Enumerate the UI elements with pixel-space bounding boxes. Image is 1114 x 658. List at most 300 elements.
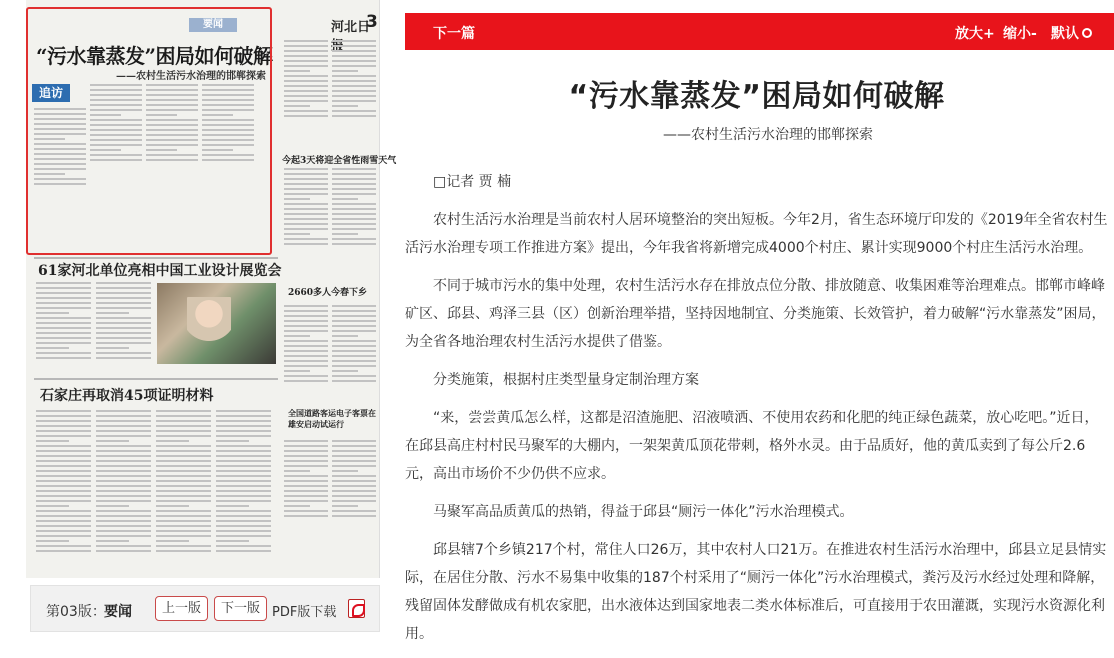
newspaper-text-line — [332, 70, 358, 72]
newspaper-text-line — [96, 485, 151, 487]
newspaper-text-line — [332, 228, 376, 230]
newspaper-text-line — [284, 100, 328, 102]
previous-page-button[interactable]: 上一版 — [155, 596, 208, 621]
newspaper-text-line — [96, 490, 151, 492]
newspaper-text-line — [284, 345, 328, 347]
newspaper-text-column — [36, 475, 91, 555]
newspaper-text-line — [332, 213, 376, 215]
article-paragraph: 马聚军高品质黄瓜的热销，得益于邱县“厕污一体化”污水治理模式。 — [433, 504, 854, 520]
newspaper-text-line — [284, 208, 328, 210]
newspaper-text-line — [284, 55, 328, 57]
newspaper-text-line — [36, 465, 91, 467]
newspaper-text-line — [36, 485, 91, 487]
newspaper-text-line — [156, 455, 211, 457]
newspaper-text-line — [96, 450, 151, 452]
newspaper-text-line — [332, 485, 376, 487]
newspaper-text-line — [156, 475, 211, 477]
newspaper-text-line — [284, 110, 328, 112]
newspaper-text-line — [156, 480, 211, 482]
newspaper-text-line — [332, 350, 376, 352]
newspaper-text-line — [36, 410, 91, 412]
newspaper-text-line — [96, 287, 151, 289]
newspaper-text-line — [156, 495, 211, 497]
newspaper-text-line — [332, 515, 376, 517]
newspaper-text-line — [284, 305, 328, 307]
article-toolbar — [405, 13, 1114, 50]
newspaper-story-headline: 2660多人今春下乡 — [288, 288, 368, 298]
newspaper-text-line — [36, 475, 91, 477]
newspaper-text-line — [332, 360, 376, 362]
newspaper-photo — [157, 283, 276, 364]
newspaper-text-line — [332, 440, 376, 442]
newspaper-text-line — [156, 470, 211, 472]
newspaper-text-line — [332, 90, 376, 92]
newspaper-text-line — [284, 335, 310, 337]
newspaper-text-line — [284, 445, 328, 447]
newspaper-story-headline: 全国道路客运电子客票在雄安启动试运行 — [288, 408, 376, 429]
newspaper-text-line — [284, 243, 328, 245]
newspaper-text-line — [332, 188, 376, 190]
article-title: “污水靠蒸发”困局如何破解 — [568, 79, 945, 114]
newspaper-text-column — [216, 475, 271, 555]
newspaper-text-line — [96, 440, 129, 442]
newspaper-text-line — [284, 510, 328, 512]
newspaper-text-line — [96, 525, 151, 527]
newspaper-text-line — [36, 327, 91, 329]
newspaper-text-line — [96, 332, 151, 334]
newspaper-text-line — [284, 320, 328, 322]
newspaper-text-line — [96, 420, 151, 422]
newspaper-text-line — [36, 545, 91, 547]
newspaper-text-line — [284, 168, 328, 170]
newspaper-text-line — [96, 530, 151, 532]
newspaper-text-line — [216, 455, 271, 457]
newspaper-text-line — [284, 228, 328, 230]
newspaper-text-line — [284, 330, 328, 332]
newspaper-text-line — [284, 223, 328, 225]
newspaper-text-line — [216, 450, 271, 452]
newspaper-text-line — [216, 475, 271, 477]
newspaper-text-line — [332, 110, 376, 112]
newspaper-text-line — [284, 365, 328, 367]
newspaper-text-line — [332, 115, 376, 117]
newspaper-text-line — [96, 460, 151, 462]
article-paragraph: 农村生活污水治理是当前农村人居环境整治的突出短板。今年2月，省生态环境厅印发的《2019年全省农村生活污水治理专项工作推进方案》提出，今年我省将新增完成4000个村庄、累计实现9000个村庄生活污水治理。 — [405, 212, 1108, 256]
newspaper-text-line — [332, 325, 376, 327]
lead-story-highlight-box[interactable] — [26, 7, 272, 255]
newspaper-text-line — [216, 500, 271, 502]
newspaper-text-line — [156, 485, 211, 487]
newspaper-text-line — [96, 515, 151, 517]
newspaper-text-line — [332, 470, 358, 472]
newspaper-text-line — [216, 490, 271, 492]
newspaper-text-column — [96, 475, 151, 555]
newspaper-text-column — [36, 282, 91, 362]
newspaper-text-line — [36, 312, 69, 314]
newspaper-text-line — [284, 188, 328, 190]
newspaper-text-line — [96, 357, 151, 359]
newspaper-text-column — [332, 40, 376, 120]
newspaper-text-line — [216, 525, 271, 527]
newspaper-text-line — [332, 375, 376, 377]
newspaper-text-line — [284, 490, 328, 492]
newspaper-text-line — [332, 510, 376, 512]
newspaper-text-line — [96, 535, 151, 537]
newspaper-text-line — [284, 480, 328, 482]
newspaper-text-line — [36, 440, 69, 442]
newspaper-text-line — [156, 435, 211, 437]
newspaper-badge: 追访 — [32, 84, 70, 102]
newspaper-text-line — [332, 380, 376, 382]
article-byline: □记者 贾 楠 — [433, 174, 512, 190]
newspaper-text-line — [284, 315, 328, 317]
newspaper-text-line — [216, 465, 271, 467]
newspaper-text-line — [332, 365, 376, 367]
newspaper-text-line — [96, 317, 151, 319]
newspaper-text-line — [216, 550, 271, 552]
newspaper-text-line — [332, 320, 376, 322]
newspaper-text-line — [36, 347, 69, 349]
newspaper-text-line — [96, 510, 151, 512]
newspaper-text-line — [284, 183, 328, 185]
newspaper-text-line — [156, 415, 211, 417]
newspaper-text-line — [332, 243, 376, 245]
newspaper-text-column — [284, 168, 328, 248]
newspaper-text-line — [96, 540, 129, 542]
newspaper-text-line — [332, 80, 376, 82]
newspaper-text-line — [96, 410, 151, 412]
newspaper-text-line — [96, 415, 151, 417]
newspaper-text-line — [36, 510, 91, 512]
newspaper-text-line — [284, 75, 328, 77]
newspaper-text-line — [284, 45, 328, 47]
newspaper-text-line — [96, 435, 151, 437]
newspaper-text-line — [36, 425, 91, 427]
newspaper-text-column — [332, 168, 376, 248]
newspaper-text-line — [36, 470, 91, 472]
newspaper-text-line — [36, 520, 91, 522]
newspaper-text-line — [216, 480, 271, 482]
newspaper-text-line — [216, 470, 271, 472]
newspaper-text-line — [36, 415, 91, 417]
newspaper-text-line — [332, 65, 376, 67]
newspaper-text-line — [284, 80, 328, 82]
newspaper-text-line — [284, 375, 328, 377]
newspaper-text-line — [36, 490, 91, 492]
newspaper-text-line — [284, 105, 310, 107]
newspaper-text-line — [284, 85, 328, 87]
newspaper-text-line — [284, 178, 328, 180]
newspaper-text-line — [36, 530, 91, 532]
newspaper-text-line — [284, 238, 328, 240]
newspaper-text-line — [332, 355, 376, 357]
newspaper-text-line — [96, 282, 151, 284]
newspaper-text-line — [96, 545, 151, 547]
pdf-icon[interactable] — [348, 599, 365, 618]
newspaper-text-line — [36, 435, 91, 437]
newspaper-text-line — [156, 490, 211, 492]
newspaper-text-line — [332, 60, 376, 62]
newspaper-story-headline: 61家河北单位亮相中国工业设计展览会 — [38, 263, 282, 279]
newspaper-text-line — [96, 475, 151, 477]
newspaper-text-line — [332, 100, 376, 102]
zoom-reset-label: 默认 — [1051, 26, 1079, 42]
newspaper-text-line — [36, 357, 91, 359]
newspaper-text-line — [284, 355, 328, 357]
newspaper-text-line — [216, 430, 271, 432]
newspaper-text-line — [96, 470, 151, 472]
newspaper-text-line — [156, 500, 211, 502]
newspaper-text-line — [96, 327, 151, 329]
newspaper-text-line — [156, 530, 211, 532]
newspaper-text-line — [332, 370, 358, 372]
newspaper-text-line — [96, 307, 151, 309]
newspaper-text-column — [284, 440, 328, 520]
article-paragraph: “来，尝尝黄瓜怎么样，这都是沼渣施肥、沼液喷洒、不使用农药和化肥的纯正绿色蔬菜，放心吃吧。”近日，在邱县高庄村村民马聚军的大棚内，一架架黄瓜顶花带刺，格外水灵。由于品质好，他的黄瓜卖到了每公斤2.6元，高出市场价不少仍供不应求。 — [405, 410, 1099, 482]
newspaper-text-line — [332, 105, 358, 107]
newspaper-text-line — [36, 317, 91, 319]
newspaper-text-line — [332, 208, 376, 210]
newspaper-text-line — [96, 495, 151, 497]
newspaper-text-line — [96, 445, 151, 447]
next-page-button[interactable]: 下一版 — [214, 596, 267, 621]
newspaper-text-line — [36, 307, 91, 309]
newspaper-text-line — [36, 420, 91, 422]
newspaper-text-line — [332, 315, 376, 317]
newspaper-text-line — [284, 60, 328, 62]
newspaper-text-line — [332, 310, 376, 312]
newspaper-text-line — [96, 425, 151, 427]
newspaper-text-line — [284, 465, 328, 467]
newspaper-text-line — [284, 450, 328, 452]
newspaper-text-line — [36, 342, 91, 344]
newspaper-side-headline: 今起3天将迎全省性雨雪天气 — [282, 156, 397, 166]
newspaper-text-line — [36, 460, 91, 462]
newspaper-text-line — [156, 410, 211, 412]
newspaper-text-line — [332, 445, 376, 447]
newspaper-text-line — [284, 40, 328, 42]
newspaper-text-line — [216, 445, 271, 447]
page-navigation-bar — [30, 585, 380, 632]
newspaper-text-line — [156, 525, 211, 527]
newspaper-text-line — [332, 460, 376, 462]
newspaper-text-line — [332, 455, 376, 457]
newspaper-text-line — [36, 282, 91, 284]
newspaper-text-line — [284, 50, 328, 52]
newspaper-text-line — [332, 168, 376, 170]
newspaper-text-line — [332, 495, 376, 497]
newspaper-text-line — [332, 75, 376, 77]
newspaper-text-line — [36, 337, 91, 339]
edition-label: 第03版： — [46, 604, 106, 620]
newspaper-text-line — [156, 460, 211, 462]
newspaper-text-line — [96, 480, 151, 482]
article-paragraph: 不同于城市污水的集中处理，农村生活污水存在排放点位分散、排放随意、收集困难等治理难点。邯郸市峰峰矿区、邱县、鸡泽三县（区）创新治理举措，坚持因地制宜、分类施策、长效管护，着力破解“污水靠蒸发”困局，为全省各地治理农村生活污水提供了借鉴。 — [405, 278, 1106, 350]
newspaper-text-line — [284, 470, 310, 472]
newspaper-text-line — [284, 360, 328, 362]
zoom-reset-button[interactable] — [1051, 23, 1092, 43]
newspaper-text-line — [156, 520, 211, 522]
newspaper-text-line — [284, 440, 328, 442]
newspaper-text-line — [284, 455, 328, 457]
newspaper-text-line — [284, 115, 328, 117]
newspaper-text-line — [332, 218, 376, 220]
newspaper-text-line — [36, 515, 91, 517]
newspaper-text-line — [216, 510, 271, 512]
newspaper-text-line — [96, 312, 129, 314]
newspaper-text-line — [284, 198, 310, 200]
newspaper-text-line — [36, 450, 91, 452]
zoom-in-button[interactable]: 放大+ — [955, 26, 995, 42]
newspaper-text-line — [96, 455, 151, 457]
newspaper-text-line — [332, 223, 376, 225]
newspaper-text-line — [216, 410, 271, 412]
newspaper-text-line — [96, 465, 151, 467]
newspaper-text-line — [284, 173, 328, 175]
newspaper-text-line — [332, 40, 376, 42]
newspaper-text-line — [216, 545, 271, 547]
newspaper-text-line — [96, 302, 151, 304]
newspaper-text-line — [36, 292, 91, 294]
newspaper-story-headline: 石家庄再取消45项证明材料 — [40, 388, 214, 404]
newspaper-page-thumbnail[interactable] — [26, 0, 397, 578]
newspaper-text-line — [216, 520, 271, 522]
newspaper-text-line — [284, 325, 328, 327]
newspaper-text-line — [332, 193, 376, 195]
newspaper-text-line — [332, 345, 376, 347]
next-article-link[interactable]: 下一篇 — [433, 26, 475, 42]
newspaper-text-line — [284, 90, 328, 92]
newspaper-text-line — [36, 500, 91, 502]
newspaper-text-line — [332, 475, 376, 477]
newspaper-text-line — [156, 425, 211, 427]
newspaper-text-line — [156, 540, 189, 542]
newspaper-text-line — [216, 460, 271, 462]
newspaper-text-line — [332, 183, 376, 185]
newspaper-text-line — [96, 322, 151, 324]
newspaper-text-line — [96, 550, 151, 552]
newspaper-text-line — [156, 515, 211, 517]
newspaper-text-column — [284, 40, 328, 120]
article-body — [405, 160, 1108, 658]
newspaper-text-line — [36, 540, 69, 542]
newspaper-text-line — [332, 198, 358, 200]
newspaper-text-line — [332, 178, 376, 180]
newspaper-text-line — [96, 430, 151, 432]
newspaper-text-line — [284, 193, 328, 195]
newspaper-text-line — [332, 465, 376, 467]
newspaper-text-line — [156, 550, 211, 552]
newspaper-text-line — [156, 440, 189, 442]
newspaper-text-line — [216, 440, 249, 442]
newspaper-text-line — [156, 510, 211, 512]
article-subtitle: ——农村生活污水治理的邯郸探索 — [663, 127, 873, 143]
newspaper-text-line — [284, 65, 328, 67]
newspaper-text-line — [96, 337, 151, 339]
newspaper-text-line — [36, 287, 91, 289]
newspaper-text-line — [332, 450, 376, 452]
newspaper-divider — [34, 257, 278, 259]
newspaper-text-line — [216, 495, 271, 497]
newspaper-text-line — [36, 550, 91, 552]
newspaper-text-line — [332, 305, 376, 307]
newspaper-text-line — [284, 370, 310, 372]
pdf-download-link[interactable]: PDF版下载 — [272, 605, 337, 620]
newspaper-lead-headline: “污水靠蒸发”困局如何破解 — [36, 44, 273, 68]
newspaper-text-line — [216, 435, 271, 437]
newspaper-text-line — [284, 515, 328, 517]
newspaper-text-line — [216, 530, 271, 532]
newspaper-text-line — [332, 95, 376, 97]
newspaper-masthead: 河北日 — [331, 20, 371, 35]
newspaper-text-line — [156, 445, 211, 447]
newspaper-text-line — [284, 500, 328, 502]
newspaper-text-line — [284, 340, 328, 342]
newspaper-text-line — [156, 465, 211, 467]
newspaper-text-line — [216, 515, 271, 517]
newspaper-text-line — [216, 540, 249, 542]
newspaper-text-line — [216, 415, 271, 417]
newspaper-text-line — [96, 352, 151, 354]
newspaper-text-line — [216, 535, 271, 537]
newspaper-text-line — [156, 505, 189, 507]
newspaper-text-line — [284, 475, 328, 477]
newspaper-text-line — [332, 238, 376, 240]
newspaper-text-line — [156, 430, 211, 432]
newspaper-text-column — [332, 305, 376, 385]
newspaper-text-line — [36, 495, 91, 497]
zoom-out-button[interactable]: 缩小- — [1003, 26, 1037, 42]
newspaper-text-line — [284, 70, 310, 72]
newspaper-text-line — [36, 302, 91, 304]
newspaper-text-line — [36, 445, 91, 447]
newspaper-text-line — [216, 425, 271, 427]
newspaper-text-line — [216, 505, 249, 507]
newspaper-text-line — [36, 480, 91, 482]
newspaper-text-line — [332, 340, 376, 342]
newspaper-text-line — [36, 297, 91, 299]
newspaper-text-line — [96, 297, 151, 299]
newspaper-page-number: 3 — [366, 12, 378, 32]
newspaper-text-line — [96, 292, 151, 294]
newspaper-text-line — [36, 505, 69, 507]
newspaper-text-line — [332, 85, 376, 87]
newspaper-text-line — [284, 495, 328, 497]
article-paragraph: 邱县辖7个乡镇217个村，常住人口26万，其中农村人口21万。在推进农村生活污水治理中，邱县立足县情实际，在居住分散、污水不易集中收集的187个村采用了“厕污一体化”污水治理模式，粪污及污水经过处理和降解，残留固体发酵做成有机农家肥，出水液体达到国家地表二类水体标准后，可直接用于农田灌溉，实现污水资源化利用。 — [405, 542, 1107, 642]
newspaper-text-line — [284, 485, 328, 487]
newspaper-text-line — [36, 332, 91, 334]
newspaper-text-column — [284, 305, 328, 385]
newspaper-text-line — [36, 455, 91, 457]
newspaper-text-line — [36, 430, 91, 432]
newspaper-text-line — [284, 460, 328, 462]
newspaper-text-line — [332, 335, 358, 337]
newspaper-text-line — [36, 535, 91, 537]
newspaper-text-column — [96, 282, 151, 362]
reset-icon — [1082, 28, 1092, 38]
newspaper-text-line — [332, 233, 358, 235]
newspaper-text-line — [96, 500, 151, 502]
newspaper-text-line — [216, 420, 271, 422]
newspaper-text-column — [156, 475, 211, 555]
newspaper-text-line — [96, 505, 129, 507]
newspaper-text-line — [332, 50, 376, 52]
newspaper-divider — [34, 378, 278, 380]
newspaper-text-line — [284, 350, 328, 352]
newspaper-text-line — [332, 330, 376, 332]
newspaper-text-line — [332, 500, 376, 502]
newspaper-text-line — [332, 203, 376, 205]
